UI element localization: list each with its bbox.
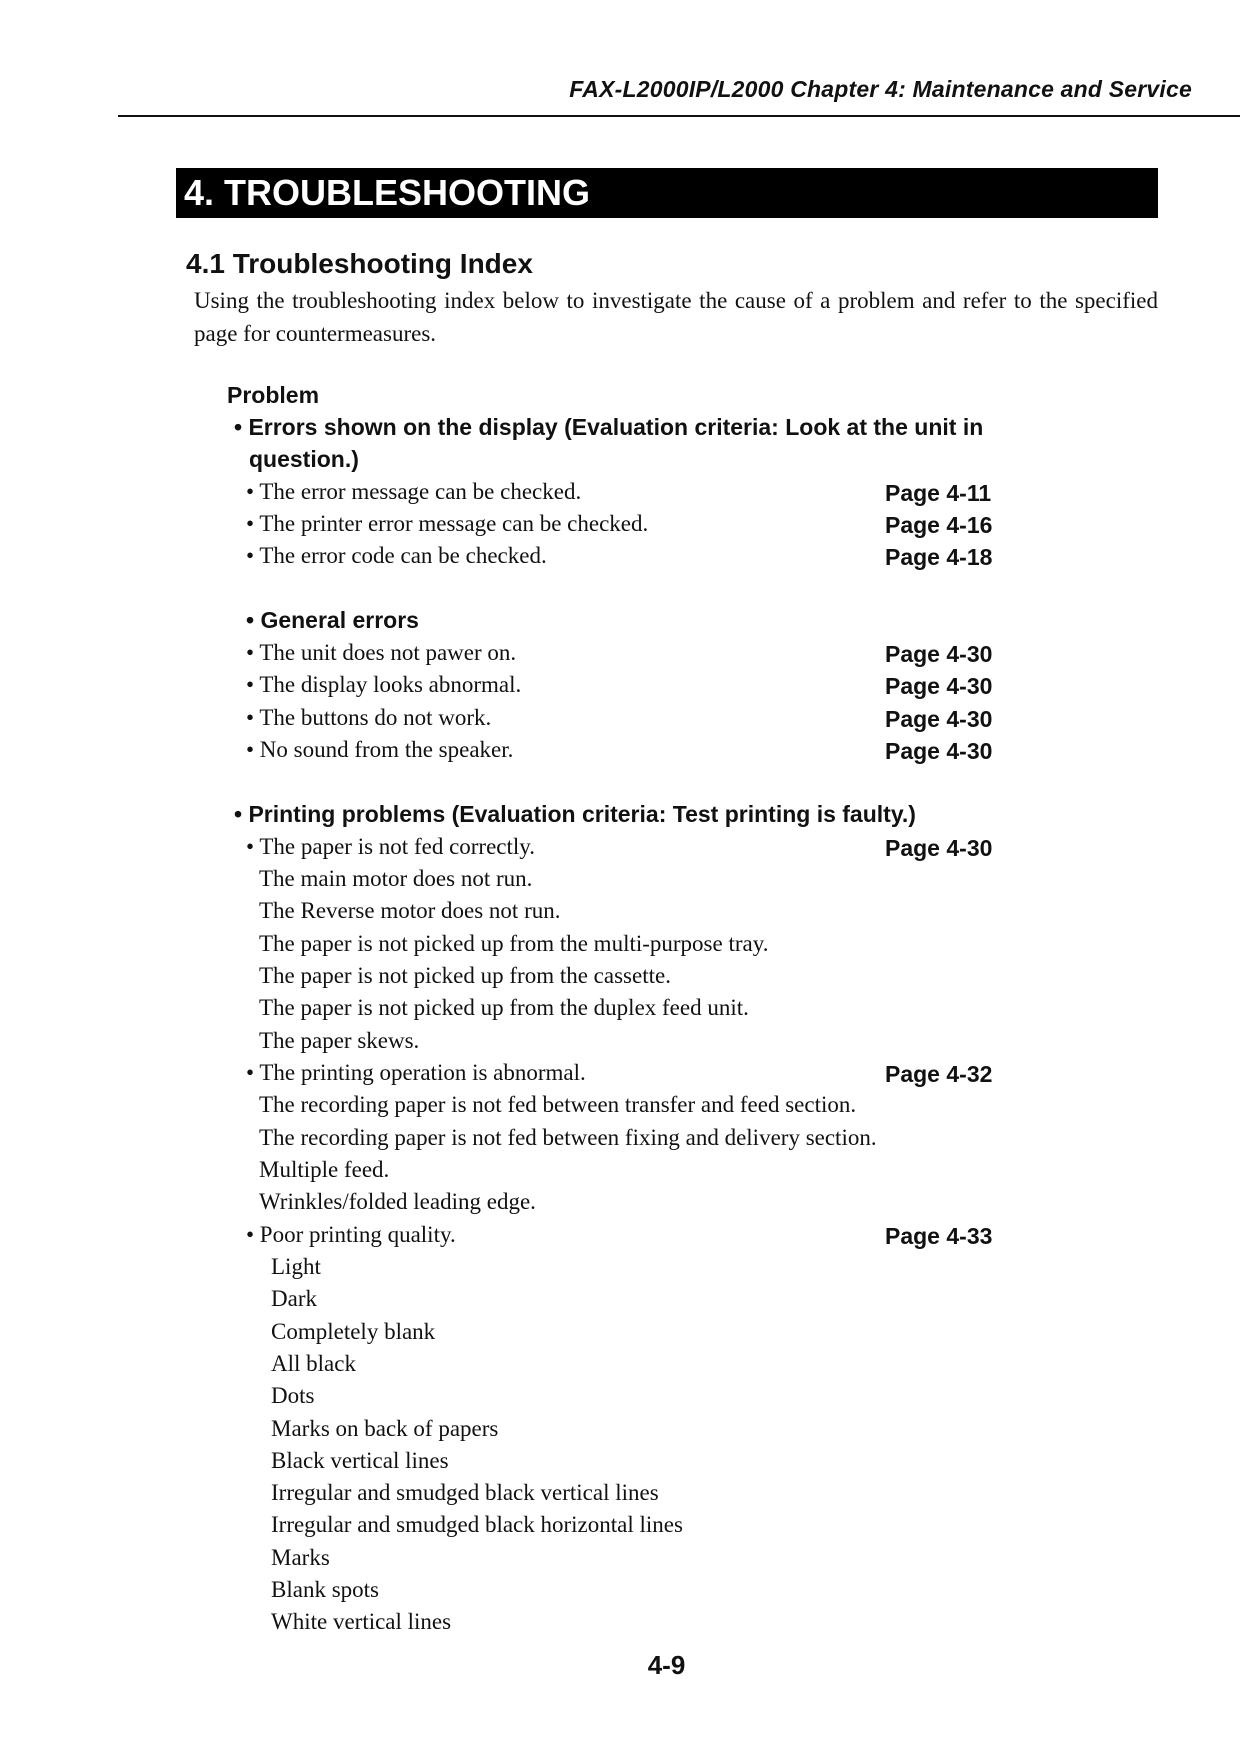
sub-item: The paper is not picked up from the duplex feed unit. bbox=[259, 995, 749, 1020]
sub-item: Irregular and smudged black horizontal lines bbox=[271, 1512, 683, 1537]
intro-paragraph: Using the troubleshooting index below to investigate the cause of a problem and refer to the specified page for countermeasures. bbox=[194, 288, 1158, 346]
section-title: 4.1 Troubleshooting Index bbox=[186, 248, 533, 279]
sub-item: The main motor does not run. bbox=[259, 866, 533, 891]
list-item: • The unit does not pawer on. bbox=[246, 640, 517, 665]
sub-item: All black bbox=[271, 1351, 356, 1376]
list-item: • The display looks abnormal. bbox=[246, 672, 522, 697]
sub-item: Irregular and smudged black vertical lines bbox=[271, 1480, 659, 1505]
page-ref: Page 4-30 bbox=[885, 641, 993, 667]
sub-item: The paper is not picked up from the cassette. bbox=[259, 963, 671, 988]
list-item: • The printing operation is abnormal. bbox=[246, 1060, 586, 1085]
list-item: • The paper is not fed correctly. bbox=[246, 834, 536, 859]
sub-item: Black vertical lines bbox=[271, 1448, 449, 1473]
sub-item: Blank spots bbox=[271, 1577, 379, 1602]
sub-item: Marks on back of papers bbox=[271, 1416, 499, 1441]
printing-problems-heading: • Printing problems (Evaluation criteria: Test printing is faulty.) bbox=[234, 801, 916, 827]
page-ref: Page 4-30 bbox=[885, 673, 993, 699]
chapter-title: 4. TROUBLESHOOTING bbox=[176, 168, 1158, 218]
page-ref: Page 4-11 bbox=[885, 480, 992, 506]
list-item: • The error message can be checked. bbox=[246, 479, 582, 504]
page-ref: Page 4-16 bbox=[885, 512, 993, 538]
list-item: • The error code can be checked. bbox=[246, 543, 547, 568]
page-number: 4-9 bbox=[647, 1650, 686, 1680]
sub-item: Wrinkles/folded leading edge. bbox=[259, 1189, 536, 1214]
general-errors-heading: • General errors bbox=[246, 607, 419, 633]
sub-item: White vertical lines bbox=[271, 1609, 452, 1634]
problem-heading: Problem bbox=[227, 382, 320, 408]
sub-item: Marks bbox=[271, 1545, 330, 1570]
sub-item: Multiple feed. bbox=[259, 1157, 390, 1182]
running-header: FAX-L2000IP/L2000 Chapter 4: Maintenance and Service bbox=[569, 76, 1192, 102]
list-item: • The printer error message can be checked. bbox=[246, 511, 649, 536]
sub-item: The recording paper is not fed between transfer and feed section. bbox=[259, 1092, 857, 1117]
sub-item: The Reverse motor does not run. bbox=[259, 898, 561, 923]
sub-item: The paper skews. bbox=[259, 1028, 420, 1053]
list-item: • The buttons do not work. bbox=[246, 705, 492, 730]
page-ref: Page 4-30 bbox=[885, 738, 993, 764]
page-ref: Page 4-30 bbox=[885, 835, 993, 861]
list-item: • Poor printing quality. bbox=[246, 1222, 456, 1247]
display-errors-heading: • Errors shown on the display (Evaluation criteria: Look at the unit in bbox=[234, 414, 984, 440]
sub-item: The paper is not picked up from the multi-purpose tray. bbox=[259, 931, 769, 956]
page-ref: Page 4-33 bbox=[885, 1223, 993, 1249]
list-item: • No sound from the speaker. bbox=[246, 737, 514, 762]
sub-item: Dots bbox=[271, 1383, 315, 1408]
sub-item: Light bbox=[271, 1254, 321, 1279]
header-rule bbox=[118, 115, 1240, 117]
sub-item: Dark bbox=[271, 1286, 317, 1311]
page-ref: Page 4-18 bbox=[885, 544, 993, 570]
sub-item: The recording paper is not fed between fixing and delivery section. bbox=[259, 1125, 877, 1150]
display-errors-heading-cont: question.) bbox=[249, 446, 359, 472]
sub-item: Completely blank bbox=[271, 1319, 436, 1344]
page-ref: Page 4-30 bbox=[885, 706, 993, 732]
page-ref: Page 4-32 bbox=[885, 1061, 993, 1087]
